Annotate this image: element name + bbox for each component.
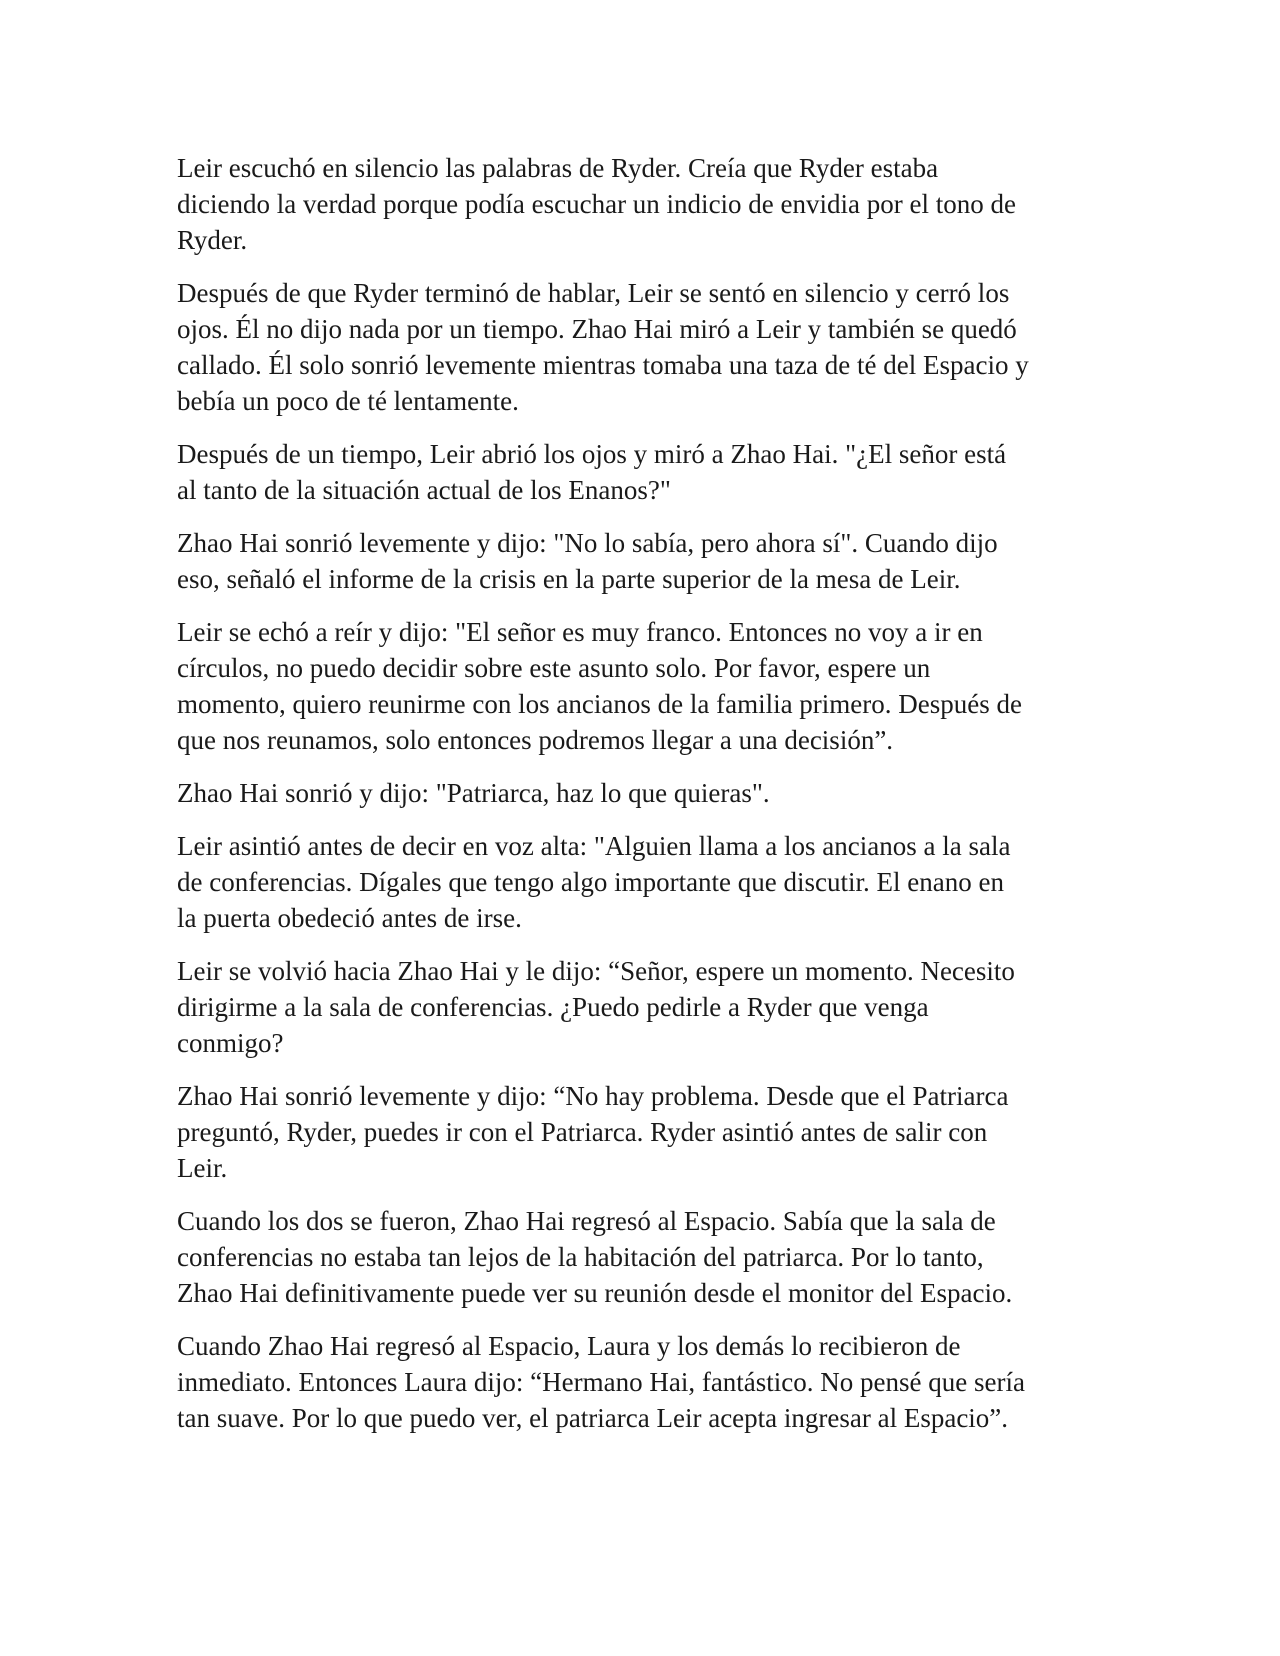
text-line: Zhao Hai sonrió y dijo: "Patriarca, haz lo que quieras". [177,778,770,808]
text-line: Leir escuchó en silencio las palabras de Ryder. Creía que Ryder estaba [177,153,939,183]
paragraph [177,150,1120,258]
text-line: círculos, no puedo decidir sobre este asunto solo. Por favor, espere un [177,653,931,683]
paragraph [177,614,1120,758]
text-line: callado. Él solo sonrió levemente mientras tomaba una taza de té del Espacio y [177,350,1029,380]
text-line: dirigirme a la sala de conferencias. ¿Puedo pedirle a Ryder que venga [177,992,929,1022]
paragraph [177,275,1120,419]
text-line: Cuando los dos se fueron, Zhao Hai regresó al Espacio. Sabía que la sala de [177,1206,996,1236]
text-line: Zhao Hai sonrió levemente y dijo: "No lo sabía, pero ahora sí". Cuando dijo [177,528,998,558]
text-line: tan suave. Por lo que puedo ver, el patriarca Leir acepta ingresar al Espacio”. [177,1403,1009,1433]
text-line: de conferencias. Dígales que tengo algo importante que discutir. El enano en [177,867,1004,897]
text-line: momento, quiero reunirme con los ancianos de la familia primero. Después de [177,689,1022,719]
text-line: Zhao Hai sonrió levemente y dijo: “No hay problema. Desde que el Patriarca [177,1081,1009,1111]
paragraph [177,1203,1120,1311]
text-line: conmigo? [177,1028,284,1058]
paragraph [177,953,1120,1061]
text-line: Leir se volvió hacia Zhao Hai y le dijo: “Señor, espere un momento. Necesito [177,956,1015,986]
paragraph [177,1078,1120,1186]
text-line: la puerta obedeció antes de irse. [177,903,522,933]
paragraph [177,775,1120,811]
paragraph [177,1328,1120,1436]
text-line: conferencias no estaba tan lejos de la habitación del patriarca. Por lo tanto, [177,1242,984,1272]
text-line: preguntó, Ryder, puedes ir con el Patriarca. Ryder asintió antes de salir con [177,1117,988,1147]
paragraph [177,525,1120,597]
text-line: eso, señaló el informe de la crisis en la parte superior de la mesa de Leir. [177,564,961,594]
text-line: inmediato. Entonces Laura dijo: “Hermano Hai, fantástico. No pensé que sería [177,1367,1025,1397]
text-line: diciendo la verdad porque podía escuchar un indicio de envidia por el tono de [177,189,1016,219]
text-line: Leir asintió antes de decir en voz alta: "Alguien llama a los ancianos a la sala [177,831,1011,861]
body-text [177,150,1120,1436]
text-line: Zhao Hai definitivamente puede ver su reunión desde el monitor del Espacio. [177,1278,1013,1308]
text-line: Después de que Ryder terminó de hablar, Leir se sentó en silencio y cerró los [177,278,1010,308]
text-line: Ryder. [177,225,248,255]
text-line: bebía un poco de té lentamente. [177,386,519,416]
paragraph [177,436,1120,508]
text-line: que nos reunamos, solo entonces podremos llegar a una decisión”. [177,725,894,755]
paragraph [177,828,1120,936]
text-line: Después de un tiempo, Leir abrió los ojos y miró a Zhao Hai. "¿El señor está [177,439,1007,469]
text-line: ojos. Él no dijo nada por un tiempo. Zhao Hai miró a Leir y también se quedó [177,314,1017,344]
text-line: al tanto de la situación actual de los Enanos?" [177,475,671,505]
text-line: Leir. [177,1153,228,1183]
text-line: Leir se echó a reír y dijo: "El señor es muy franco. Entonces no voy a ir en [177,617,983,647]
text-line: Cuando Zhao Hai regresó al Espacio, Laura y los demás lo recibieron de [177,1331,961,1361]
